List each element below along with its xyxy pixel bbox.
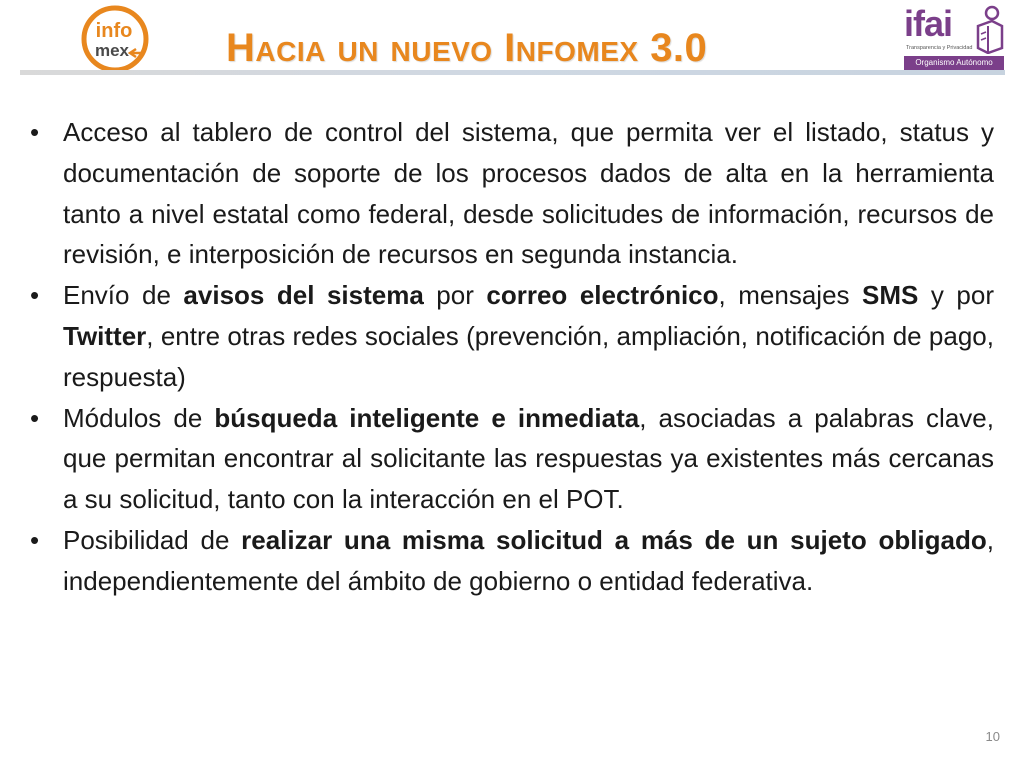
bullet-icon: • (30, 280, 40, 311)
bullet-item (26, 520, 994, 602)
infomex-logo-line2: mex (94, 41, 130, 60)
bullet-bold-text: Twitter (63, 320, 147, 351)
page-title: Hacia un nuevo Infomex 3.0 (226, 26, 708, 70)
bullet-text: Módulos de (63, 402, 215, 433)
person-document-icon (972, 4, 1004, 54)
ifai-logo (904, 4, 1004, 72)
bullet-text: Acceso al tablero de control del sistema, que permita ver el listado, status y documentación de soporte de los procesos dados de alta en la herramienta tanto a nivel estatal como federal, desde solicitudes de información, recursos de revisión, e interposición de recursos en segunda instancia. (63, 117, 994, 270)
infomex-logo-line1: info (95, 20, 133, 42)
bullet-item (26, 398, 994, 520)
bullet-bold-text: búsqueda inteligente e inmediata (214, 402, 640, 433)
bullet-bold-text: correo electrónico (486, 280, 719, 311)
bullet-text: Envío de (63, 280, 184, 311)
bullet-bold-text: realizar una misma solicitud a más de un sujeto obligado (241, 524, 987, 555)
page-number: 10 (985, 729, 1000, 744)
bullet-text: , asociadas a palabras clave, que permitan encontrar al solicitante las respuestas ya existentes más cercanas a su solicitud, tanto con la interacción en el POT. (63, 402, 994, 515)
bullet-icon: • (30, 524, 40, 555)
title-underline (20, 70, 1005, 75)
ifai-logo-badge: Organismo Autónomo (904, 56, 1004, 70)
bullet-text: , mensajes (718, 280, 863, 311)
bullet-bold-text: avisos del sistema (183, 280, 424, 311)
bullet-text: y por (918, 280, 994, 311)
bullet-icon: • (30, 402, 40, 433)
bullet-list (26, 112, 994, 602)
bullet-item (26, 112, 994, 275)
slide-content (26, 112, 994, 602)
ifai-logo-subtitle: Transparencia y Privacidad (906, 45, 973, 51)
ifai-logo-word: ifai (904, 3, 953, 44)
bullet-text: por (423, 280, 487, 311)
bullet-text: , independientemente del ámbito de gobierno o entidad federativa. (63, 524, 994, 596)
bullet-bold-text: SMS (862, 280, 919, 311)
bullet-text: Posibilidad de (63, 524, 242, 555)
bullet-text: , entre otras redes sociales (prevención, ampliación, notificación de pago, respuesta) (63, 320, 994, 392)
bullet-item (26, 275, 994, 397)
bullet-icon: • (30, 117, 40, 147)
infomex-logo (76, 4, 154, 74)
